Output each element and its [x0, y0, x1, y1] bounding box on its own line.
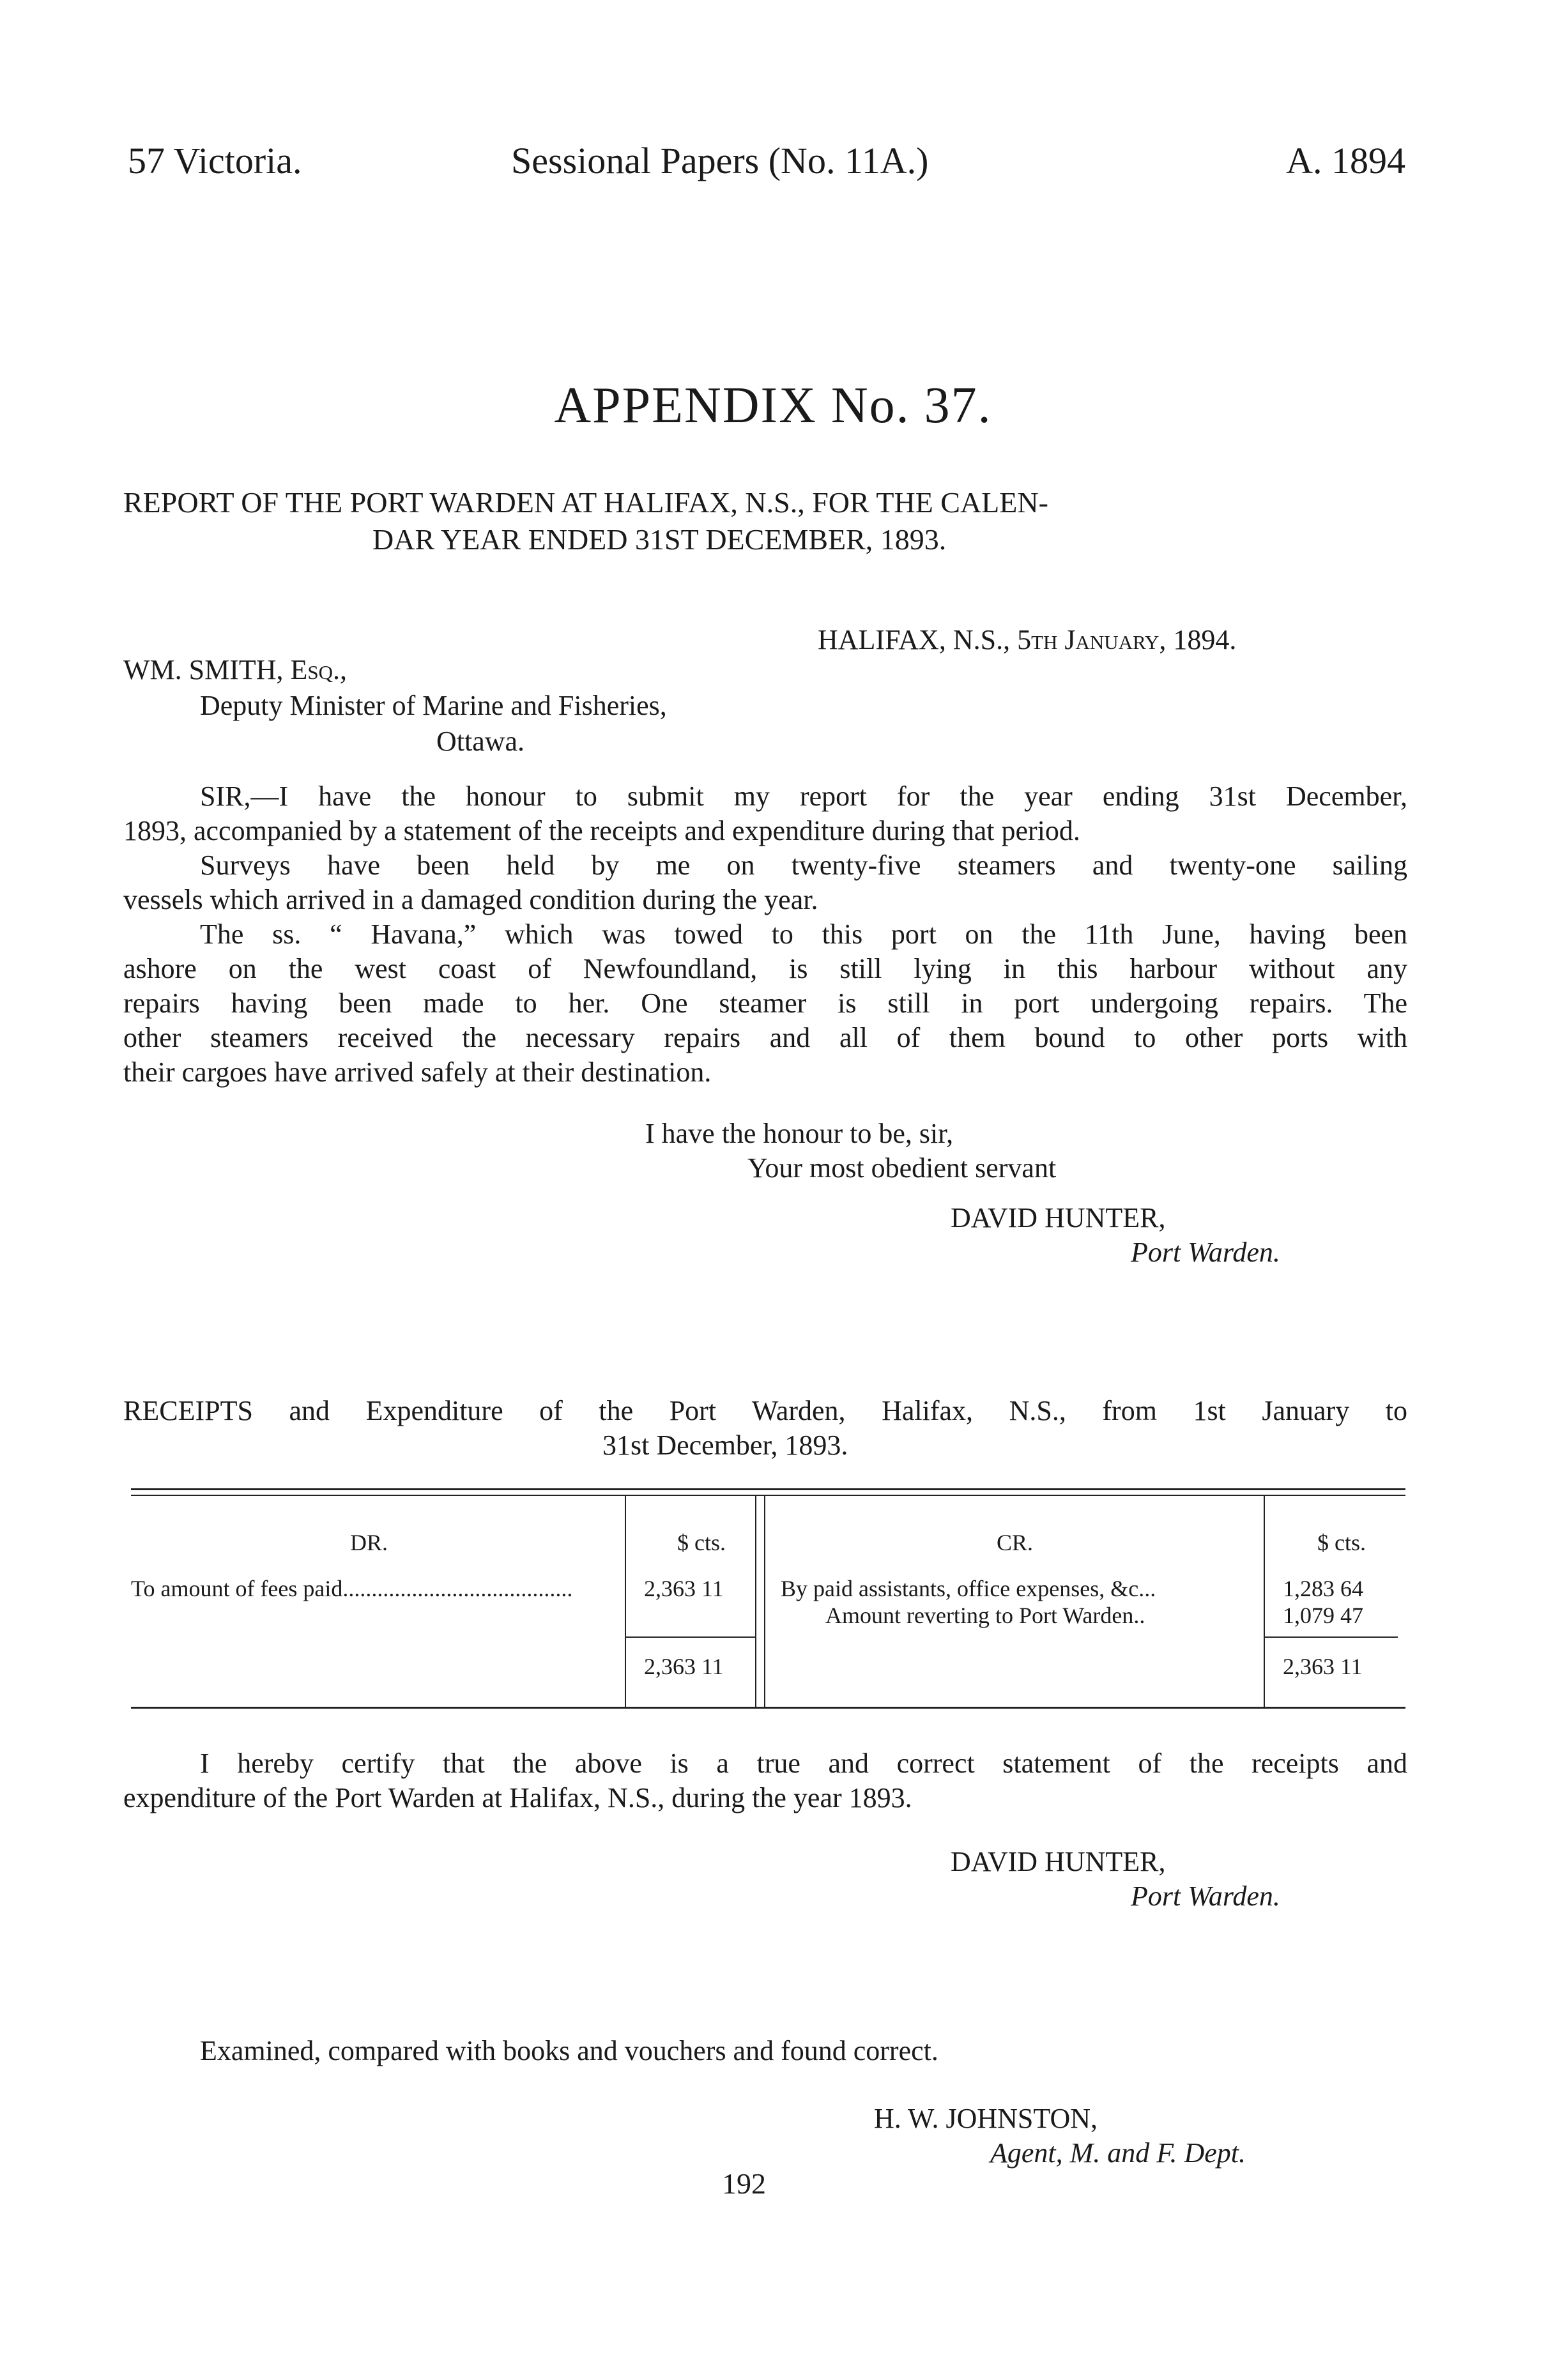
signature-title: Port Warden.: [1131, 1237, 1280, 1268]
dr-item-amount: 2,363 11: [644, 1576, 724, 1601]
header-left: 57 Victoria.: [128, 140, 302, 181]
letter-line: repairs having been made to her. One steamer is still in port undergoing repairs. The: [123, 988, 1407, 1019]
certification-signature-name: DAVID HUNTER,: [951, 1846, 1166, 1877]
header-right: A. 1894: [1286, 140, 1405, 181]
letter-line: SIR,—I have the honour to submit my report for the year ending 31st December,: [200, 781, 1407, 812]
cr-item-1: By paid assistants, office expenses, &c...: [781, 1576, 1156, 1601]
addressee-city: Ottawa.: [436, 726, 525, 757]
header-center: Sessional Papers (No. 11A.): [511, 140, 929, 181]
closing-line-1: I have the honour to be, sir,: [645, 1118, 954, 1149]
letter-line: other steamers received the necessary repairs and all of them bound to other ports with: [123, 1022, 1407, 1053]
statement-title-line-1: RECEIPTS and Expenditure of the Port Warden, Halifax, N.S., from 1st January to: [123, 1395, 1407, 1426]
letter-line: 1893, accompanied by a statement of the receipts and expenditure during that period.: [123, 815, 1080, 846]
subtitle-line-1: REPORT OF THE PORT WARDEN AT HALIFAX, N.S., FOR THE CALEN-: [123, 486, 1048, 519]
letter-line: ashore on the west coast of Newfoundland, is still lying in this harbour without any: [123, 953, 1407, 984]
letter-line: their cargoes have arrived safely at their destination.: [123, 1057, 712, 1088]
cr-item-1-amount: 1,283 64: [1283, 1576, 1363, 1601]
closing-line-2: Your most obedient servant: [747, 1152, 1057, 1184]
cr-item-2: Amount reverting to Port Warden..: [825, 1603, 1145, 1628]
cr-total: 2,363 11: [1283, 1654, 1363, 1679]
dr-header: DR.: [350, 1530, 388, 1555]
examination-text: Examined, compared with books and vouchers and found correct.: [200, 2035, 938, 2066]
certification-line-1: I hereby certify that the above is a true and correct statement of the receipts and: [200, 1748, 1407, 1779]
page-number: 192: [722, 2167, 766, 2200]
examination-signature-title: Agent, M. and F. Dept.: [990, 2137, 1246, 2169]
signature-name: DAVID HUNTER,: [951, 1202, 1166, 1233]
dr-item: To amount of fees paid........................................: [131, 1576, 573, 1601]
addressee-title: Deputy Minister of Marine and Fisheries,: [200, 690, 667, 721]
subtitle-line-2: DAR YEAR ENDED 31ST DECEMBER, 1893.: [372, 523, 947, 556]
certification-line-2: expenditure of the Port Warden at Halifax, N.S., during the year 1893.: [123, 1782, 912, 1813]
letter-line: vessels which arrived in a damaged condition during the year.: [123, 884, 818, 915]
certification-signature-title: Port Warden.: [1131, 1880, 1280, 1912]
examination-signature-name: H. W. JOHNSTON,: [874, 2103, 1098, 2134]
dr-total: 2,363 11: [644, 1654, 724, 1679]
letter-place-date: HALIFAX, N.S., 5th January, 1894.: [818, 624, 1237, 655]
cr-amount-header: $ cts.: [1317, 1530, 1366, 1555]
page-title: APPENDIX No. 37.: [554, 378, 992, 434]
dr-amount-header: $ cts.: [677, 1530, 726, 1555]
letter-line: The ss. “ Havana,” which was towed to this port on the 11th June, having been: [200, 919, 1407, 950]
addressee-name: WM. SMITH, Esq.,: [123, 654, 348, 685]
statement-title-line-2: 31st December, 1893.: [602, 1430, 848, 1461]
letter-line: Surveys have been held by me on twenty-five steamers and twenty-one sailing: [200, 850, 1407, 881]
cr-header: CR.: [997, 1530, 1034, 1555]
cr-item-2-amount: 1,079 47: [1283, 1603, 1363, 1628]
